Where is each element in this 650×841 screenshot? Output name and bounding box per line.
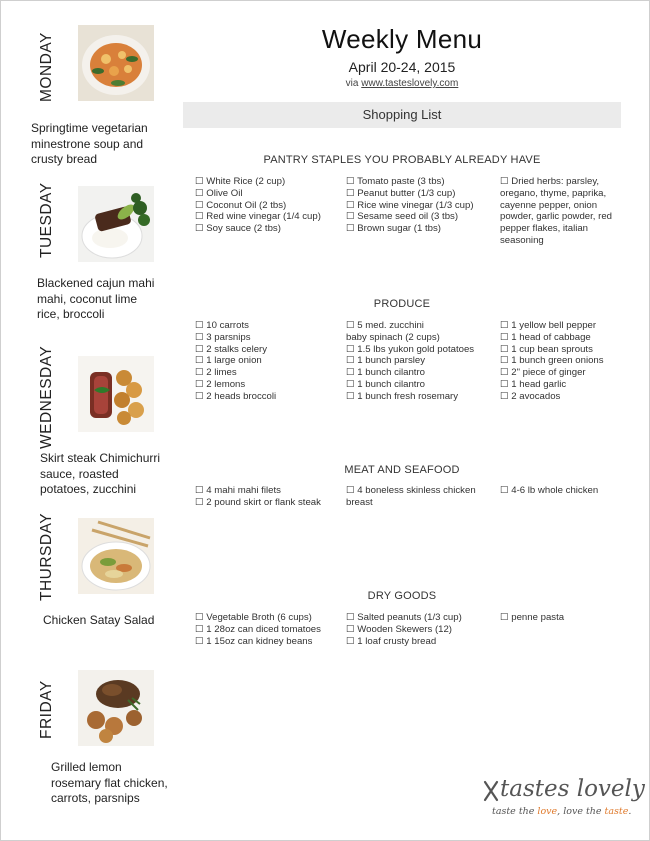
day-label: WEDNESDAY (38, 345, 55, 449)
pantry-col-1 (195, 176, 321, 235)
list-item[interactable]: ☐ Coconut Oil (2 tbs) (195, 199, 287, 211)
dry-col-2 (346, 612, 462, 647)
site-link[interactable]: www.tasteslovely.com (361, 78, 459, 89)
logo-tagline: taste the love, love the taste. (492, 806, 632, 817)
friday-dish-photo (78, 670, 154, 746)
list-item[interactable]: ☐ 2 pound skirt or flank steak (195, 496, 321, 508)
list-item[interactable]: ☐ Wooden Skewers (12) (346, 623, 453, 635)
date-range: April 20-24, 2015 (348, 59, 456, 75)
tuesday-dish-photo (78, 186, 154, 262)
list-item[interactable]: ☐ White Rice (2 cup) (195, 176, 286, 187)
list-item[interactable]: ☐ 2 lemons (195, 378, 246, 390)
thursday-dish: Chicken Satay Salad (43, 613, 155, 627)
via-prefix: via (345, 78, 359, 89)
list-item[interactable]: ☐ 4 boneless skinless chicken breast (346, 485, 476, 508)
dry-col-3 (500, 612, 564, 624)
tuesday-dish: Blackened cajun mahi mahi, coconut lime rice, broccoli (37, 276, 155, 321)
list-item[interactable]: ☐ Salted peanuts (1/3 cup) (346, 612, 462, 623)
wednesday-dish-photo (78, 356, 154, 432)
produce-col-3 (500, 320, 604, 403)
list-item[interactable]: ☐ 1 loaf crusty bread (346, 635, 437, 647)
day-label: THURSDAY (38, 512, 55, 602)
thursday-dish-photo (78, 518, 154, 594)
list-item[interactable]: baby spinach (2 cups) (346, 331, 440, 343)
dry-col-1 (195, 612, 321, 647)
pantry-col-3 (500, 176, 628, 247)
list-item[interactable]: ☐ 1 28oz can diced tomatoes (195, 623, 321, 635)
list-item[interactable]: ☐ Sesame seed oil (3 tbs) (346, 211, 459, 223)
day-label: TUESDAY (38, 182, 55, 258)
list-item[interactable]: ☐ Rice wine vinegar (1/3 cup) (346, 199, 474, 211)
pantry-col-2 (346, 176, 474, 235)
list-item[interactable]: ☐ Tomato paste (3 tbs) (346, 176, 445, 187)
page-title: Weekly Menu (321, 24, 483, 54)
list-item[interactable]: ☐ Dried herbs: parsley, oregano, thyme, paprika, cayenne pepper, onion powder, garlic powder, red pepper flakes, italian seasoning (500, 176, 612, 246)
list-item[interactable]: ☐ 1 bunch cilantro (346, 367, 425, 379)
produce-col-2 (346, 320, 474, 403)
list-item[interactable]: ☐ Brown sugar (1 tbs) (346, 223, 441, 235)
list-item[interactable]: ☐ Vegetable Broth (6 cups) (195, 612, 312, 623)
monday-dish: Springtime vegetarian minestrone soup and crusty bread (31, 121, 148, 166)
list-item[interactable]: ☐ 1.5 lbs yukon gold potatoes (346, 343, 475, 355)
list-item[interactable]: ☐ 1 bunch fresh rosemary (346, 390, 459, 402)
section-title-dry-goods: DRY GOODS (367, 590, 437, 602)
tastes-lovely-logo (478, 776, 645, 832)
wednesday-dish: Skirt steak Chimichurri sauce, roasted potatoes, zucchini (40, 451, 161, 496)
list-item[interactable]: ☐ 1 yellow bell pepper (500, 320, 597, 331)
monday-dish-photo (78, 25, 154, 101)
section-title-pantry: PANTRY STAPLES YOU PROBABLY ALREADY HAVE (263, 154, 541, 166)
list-item[interactable]: ☐ 1 cup bean sprouts (500, 343, 593, 355)
shopping-list-banner: Shopping List (183, 102, 621, 128)
list-item[interactable]: ☐ Olive Oil (195, 187, 243, 199)
list-item[interactable]: ☐ 1 head of cabbage (500, 331, 591, 343)
via-line (183, 78, 621, 89)
fork-knife-icon (482, 780, 500, 802)
list-item[interactable]: ☐ 1 head garlic (500, 378, 567, 390)
list-item[interactable]: ☐ 10 carrots (195, 320, 249, 331)
meat-col-2 (346, 485, 492, 509)
list-item[interactable]: ☐ Soy sauce (2 tbs) (195, 223, 281, 235)
list-item[interactable]: ☐ 1 large onion (195, 355, 262, 367)
list-item[interactable]: ☐ 1 bunch cilantro (346, 378, 425, 390)
list-item[interactable]: ☐ Peanut butter (1/3 cup) (346, 187, 456, 199)
list-item[interactable]: ☐ 5 med. zucchini (346, 320, 424, 331)
list-item[interactable]: ☐ 2" piece of ginger (500, 367, 586, 379)
day-label: FRIDAY (38, 680, 55, 740)
list-item[interactable]: ☐ 4 mahi mahi filets (195, 485, 281, 496)
day-label: MONDAY (38, 32, 55, 102)
friday-dish: Grilled lemon rosemary flat chicken, carrots, parsnips (51, 760, 168, 805)
list-item[interactable]: ☐ 2 limes (195, 367, 237, 379)
logo-name: tastes lovely (500, 776, 645, 802)
list-item[interactable]: ☐ 1 bunch green onions (500, 355, 604, 367)
list-item[interactable]: ☐ 1 bunch parsley (346, 355, 425, 367)
meat-col-3 (500, 485, 598, 497)
section-title-produce: PRODUCE (373, 298, 431, 310)
meat-col-1 (195, 485, 321, 509)
list-item[interactable]: ☐ 2 avocados (500, 390, 561, 402)
list-item[interactable]: ☐ 2 heads broccoli (195, 390, 277, 402)
list-item[interactable]: ☐ 2 stalks celery (195, 343, 268, 355)
list-item[interactable]: ☐ Red wine vinegar (1/4 cup) (195, 211, 321, 223)
list-item[interactable]: ☐ penne pasta (500, 612, 565, 623)
list-item[interactable]: ☐ 4-6 lb whole chicken (500, 485, 599, 496)
section-title-meat: MEAT AND SEAFOOD (344, 464, 460, 476)
produce-col-1 (195, 320, 276, 403)
list-item[interactable]: ☐ 3 parsnips (195, 331, 251, 343)
list-item[interactable]: ☐ 1 15oz can kidney beans (195, 635, 313, 647)
